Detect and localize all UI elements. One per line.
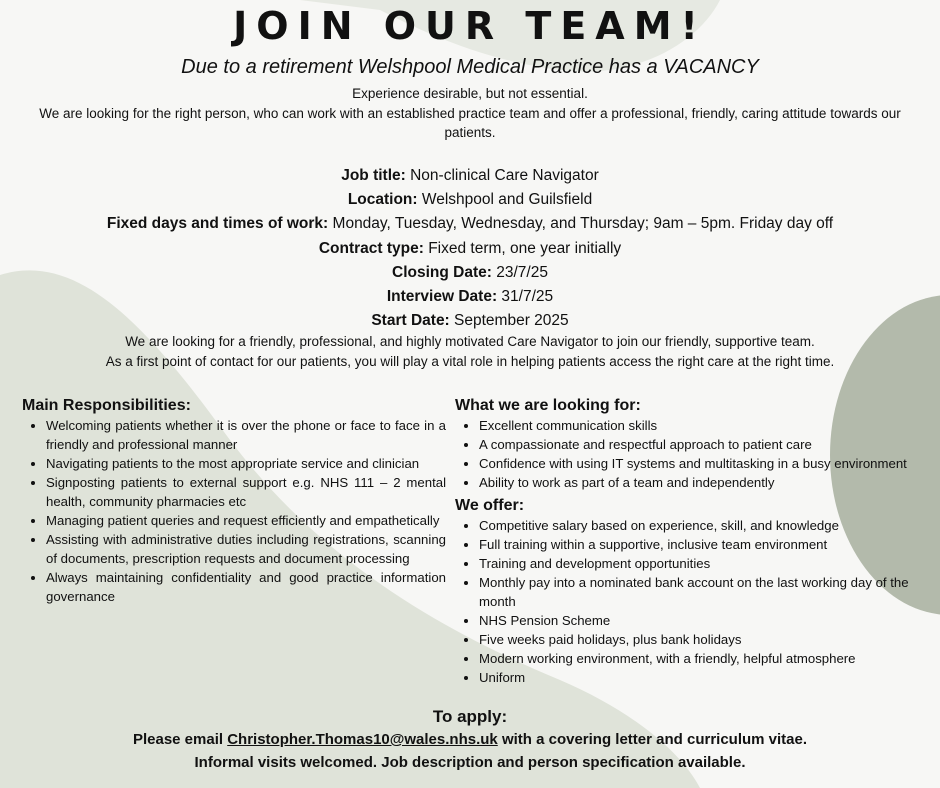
detail-work-times: Fixed days and times of work: Monday, Tuesday, Wednesday, and Thursday; 9am – 5pm. Friday day off xyxy=(106,215,834,233)
intro-line: Experience desirable, but not essential. xyxy=(352,86,588,101)
detail-location: Location: Welshpool and Guilsfield xyxy=(347,191,593,209)
list-item: • Uniform xyxy=(479,668,935,687)
apply-heading: To apply: xyxy=(432,707,508,726)
list-item: • Confidence with using IT systems and multitasking in a busy environment xyxy=(479,454,935,473)
role-description xyxy=(20,332,920,371)
looking-for-list xyxy=(455,416,935,492)
list-item: • Assisting with administrative duties including registrations, scanning of documents, prescription requests and document processing xyxy=(46,530,446,568)
description-line: We are looking for a friendly, professional, and highly motivated Care Navigator to join our friendly, supportive team. xyxy=(125,334,815,349)
offer-heading: We offer: xyxy=(455,497,525,514)
poster-title: JOIN OUR TEAM! xyxy=(233,4,707,48)
list-item: • Excellent communication skills xyxy=(479,416,935,435)
responsibilities-heading: Main Responsibilities: xyxy=(22,397,191,414)
detail-interview-date: Interview Date: 31/7/25 xyxy=(386,288,554,306)
apply-note: Informal visits welcomed. Job description and person specification available. xyxy=(194,754,746,771)
list-item: • Navigating patients to the most appropriate service and clinician xyxy=(46,454,446,473)
offer-list xyxy=(455,516,935,687)
apply-section xyxy=(0,706,940,774)
list-item: • Competitive salary based on experience, skill, and knowledge xyxy=(479,516,935,535)
list-item: • Always maintaining confidentiality and good practice information governance xyxy=(46,568,446,606)
responsibilities-list xyxy=(22,416,446,606)
list-item: • Ability to work as part of a team and independently xyxy=(479,473,935,492)
intro-line: We are looking for the right person, who can work with an established practice team and offer a professional, friendly, caring attitude towards our patients. xyxy=(39,105,901,140)
description-line: As a first point of contact for our patients, you will play a vital role in helping patients access the right care at the right time. xyxy=(105,353,835,369)
email-link[interactable]: Christopher.Thomas10@wales.nhs.uk xyxy=(227,731,498,748)
list-item: • A compassionate and respectful approach to patient care xyxy=(479,435,935,454)
detail-job-title: Job title: Non-clinical Care Navigator xyxy=(341,167,599,184)
list-item: • Welcoming patients whether it is over the phone or face to face in a friendly and professional manner xyxy=(46,416,446,454)
poster-subtitle: Due to a retirement Welshpool Medical Practice has a VACANCY xyxy=(181,56,759,78)
looking-for-heading: What we are looking for: xyxy=(455,397,641,414)
job-details xyxy=(0,164,940,333)
detail-contract-type: Contract type: Fixed term, one year initially xyxy=(318,239,622,257)
intro-text xyxy=(20,84,920,143)
list-item: • Managing patient queries and request efficiently and empathetically xyxy=(46,511,446,530)
detail-start-date: Start Date: September 2025 xyxy=(371,312,569,330)
list-item: • Full training within a supportive, inclusive team environment xyxy=(479,535,935,554)
list-item: • NHS Pension Scheme xyxy=(479,611,935,630)
detail-closing-date: Closing Date: 23/7/25 xyxy=(392,263,548,281)
list-item: • Modern working environment, with a friendly, helpful atmosphere xyxy=(479,649,935,668)
apply-instructions: Please email Christopher.Thomas10@wales.nhs.uk with a covering letter and curriculum vitae. xyxy=(132,731,808,748)
list-item: • Training and development opportunities xyxy=(479,554,935,573)
list-item: • Monthly pay into a nominated bank account on the last working day of the month xyxy=(479,573,935,611)
list-item: • Five weeks paid holidays, plus bank holidays xyxy=(479,630,935,649)
responsibilities-section xyxy=(22,396,446,606)
list-item: • Signposting patients to external support e.g. NHS 111 – 2 mental health, community pharmacies etc xyxy=(46,473,446,511)
requirements-section xyxy=(455,396,935,687)
